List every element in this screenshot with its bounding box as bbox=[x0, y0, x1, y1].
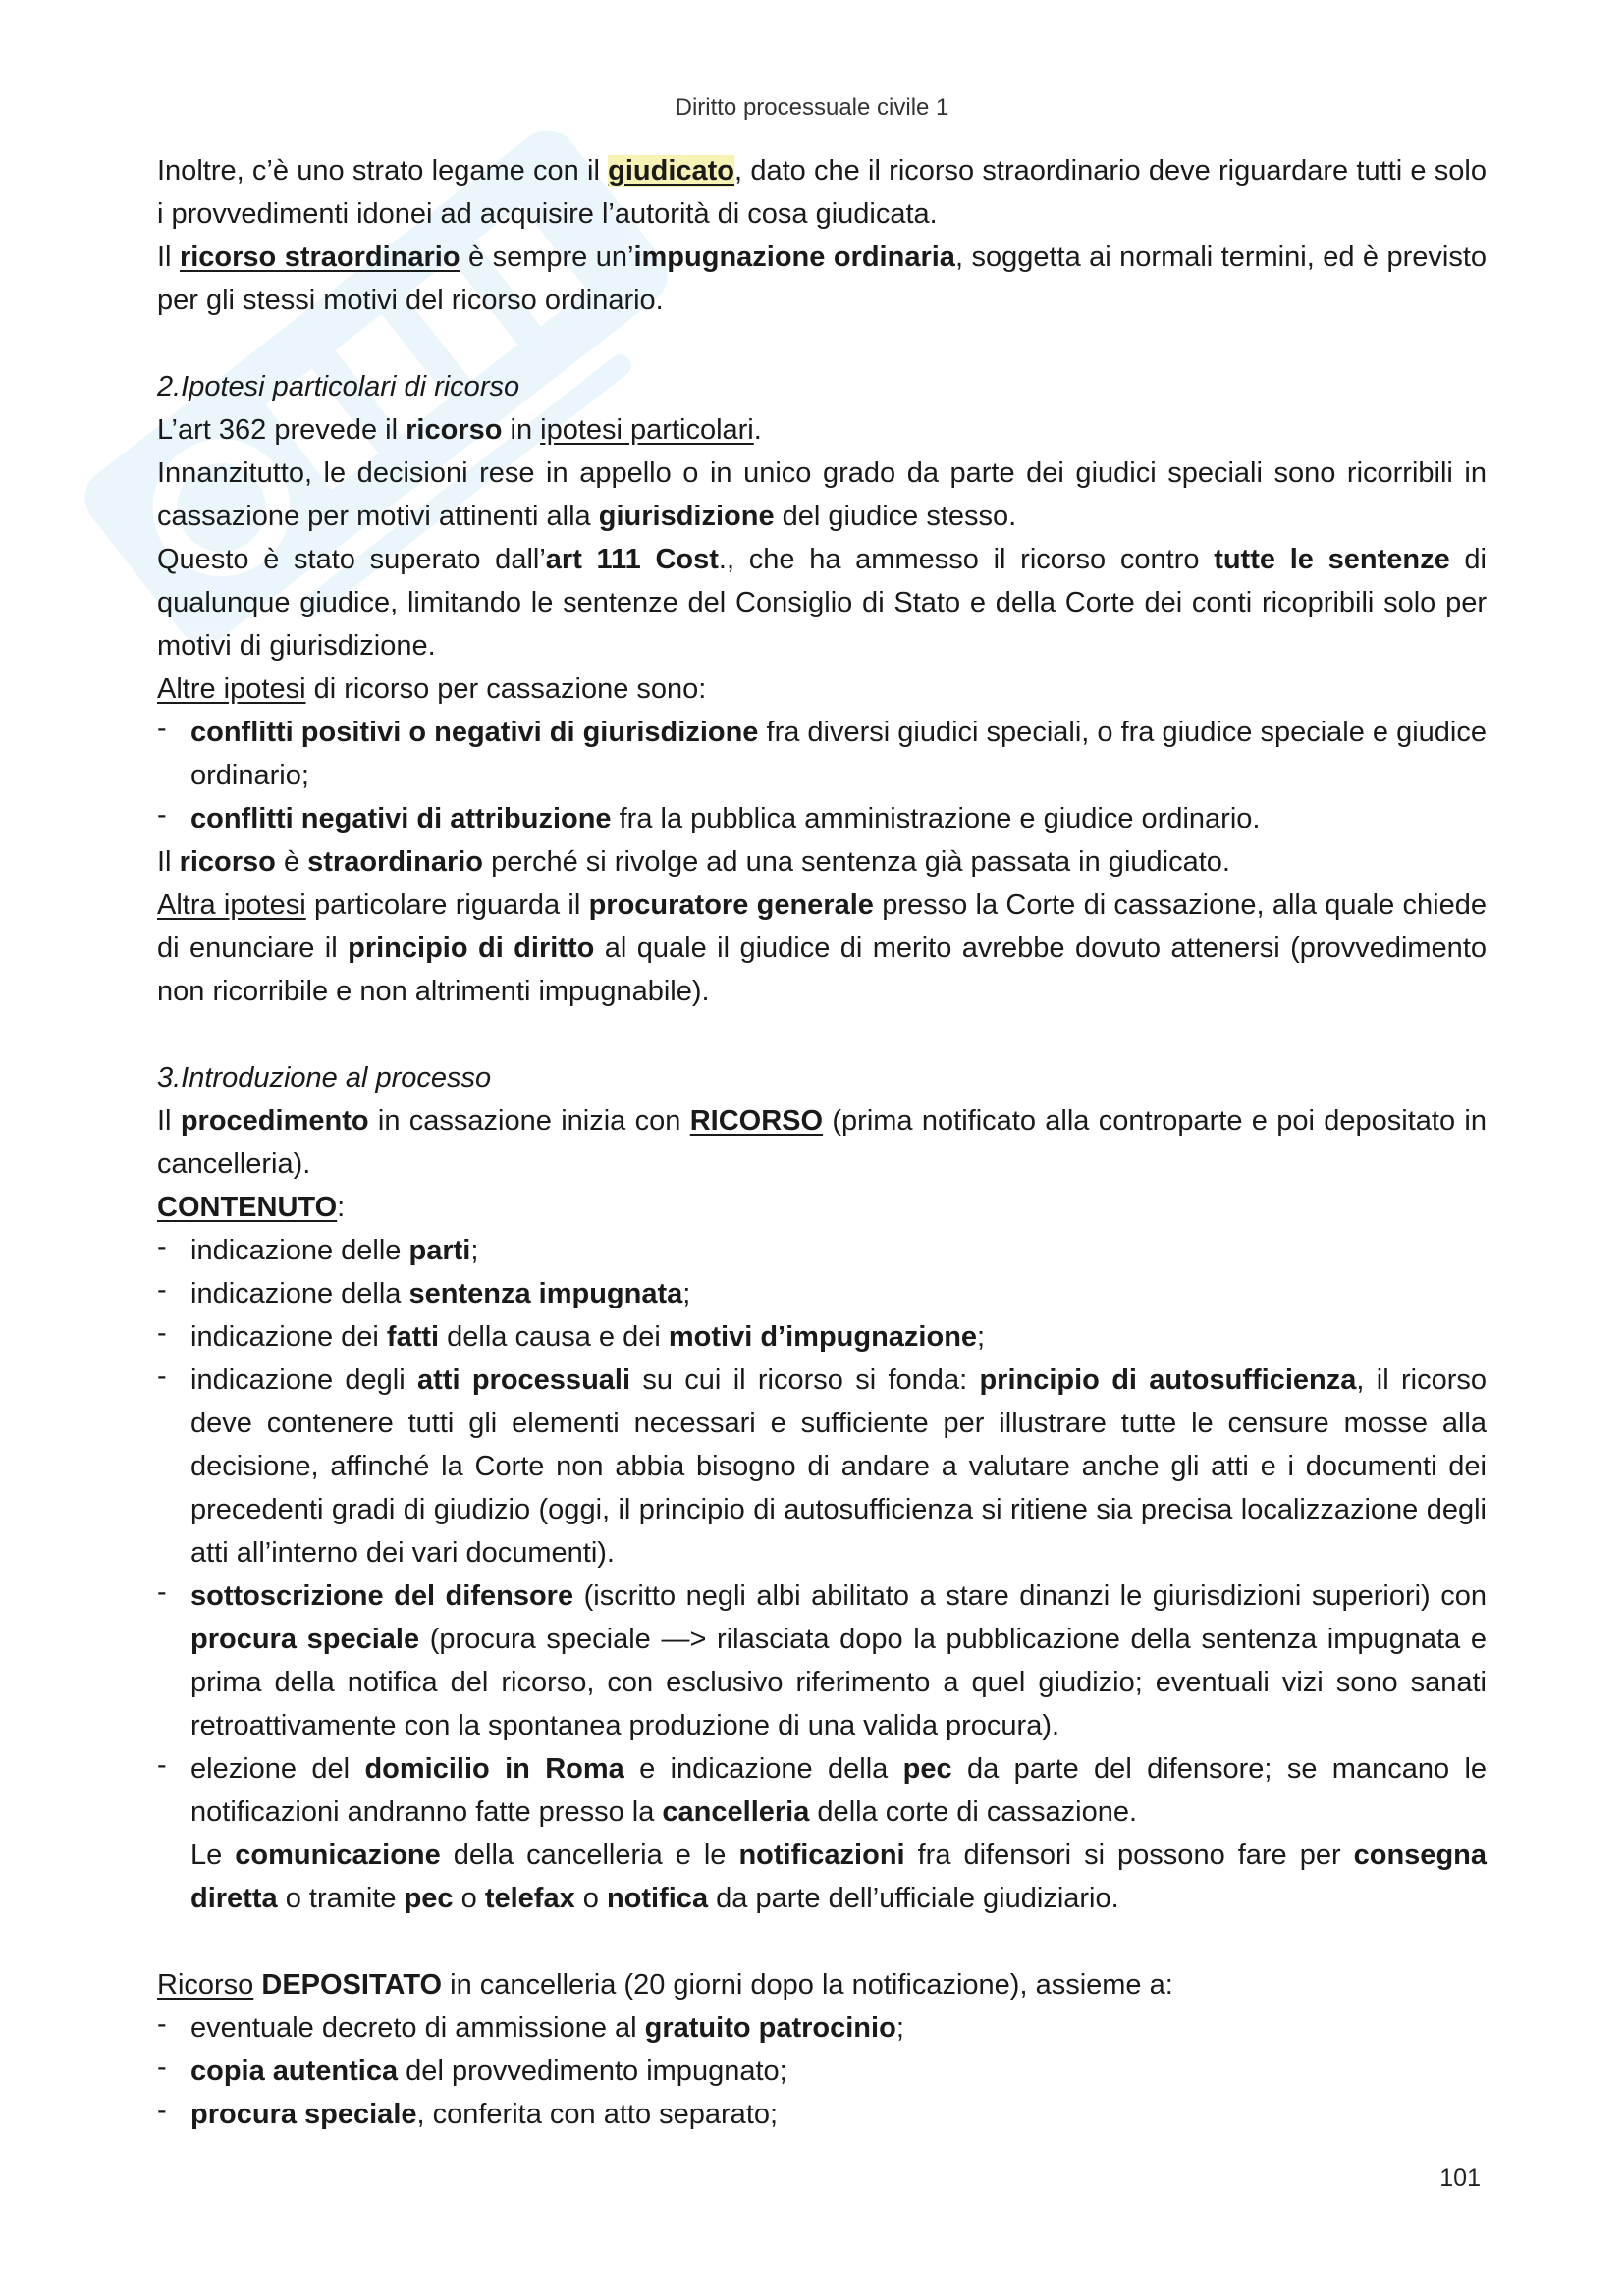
list-contenuto bbox=[157, 1229, 1487, 1834]
page-header: Diritto processuale civile 1 bbox=[675, 94, 949, 121]
paragraph-giudici-speciali: Innanzitutto, le decisioni rese in appello o in unico grado da parte dei giudici speciali sono ricorribili in cassazione per motivi attinenti alla giurisdizione del giudice stesso. bbox=[157, 457, 1487, 532]
list-item: - conflitti positivi o negativi di giurisdizione fra diversi giudici speciali, o fra giudice speciale e giudice ordinario; bbox=[157, 711, 1487, 797]
paragraph-giudicato: Inoltre, c’è uno strato legame con il giudicato, dato che il ricorso straordinario deve riguardare tutti e solo i provvedimenti idonei ad acquisire l’autorità di cosa giudicata. bbox=[157, 155, 1487, 230]
highlight-giudicato: giudicato bbox=[608, 155, 735, 187]
section-heading-3: 3.Introduzione al processo bbox=[157, 1062, 492, 1094]
section-heading-2: 2.Ipotesi particolari di ricorso bbox=[157, 371, 520, 402]
document-body bbox=[157, 149, 1487, 2136]
list-item: - sottoscrizione del difensore (iscritto negli albi abilitato a stare dinanzi le giurisdizioni superiori) con procura speciale (procura speciale —> rilasciata dopo la pubblicazione della sentenza impugnata e prima della notifica del ricorso, con esclusivo riferimento a quel giudizio; eventuali vizi sono sanati retroattivamente con la spontanea produzione di una valida procura). bbox=[157, 1575, 1487, 1747]
list-item: - indicazione della sentenza impugnata; bbox=[157, 1272, 1487, 1315]
list-conflitti bbox=[157, 711, 1487, 840]
paragraph-art-111: Questo è stato superato dall’art 111 Cost., che ha ammesso il ricorso contro tutte le sentenze di qualunque giudice, limitando le sentenze del Consiglio di Stato e della Corte dei conti ricopribili solo per motivi di giurisdizione. bbox=[157, 544, 1487, 662]
paragraph-procuratore-generale: Altra ipotesi particolare riguarda il procuratore generale presso la Corte di cassazione, alla quale chiede di enunciare il principio di diritto al quale il giudice di merito avrebbe dovuto attenersi (provvedimento non ricorribile e non altrimenti impugnabile). bbox=[157, 889, 1488, 1007]
page-number: 101 bbox=[1439, 2164, 1481, 2192]
paragraph-straordinario: Il ricorso è straordinario perché si rivolge ad una sentenza già passata in giudicato. bbox=[157, 846, 1230, 878]
list-item: - eventuale decreto di ammissione al gratuito patrocinio; bbox=[157, 2006, 1487, 2050]
paragraph-art-362: L’art 362 prevede il ricorso in ipotesi particolari. bbox=[157, 414, 762, 446]
list-item: - indicazione degli atti processuali su cui il ricorso si fonda: principio di autosufficienza, il ricorso deve contenere tutti gli elementi necessari e sufficiente per illustrare tutte le censure mosse alla decisione, affinché la Corte non abbia bisogno di andare a valutare anche gli atti e i documenti dei precedenti gradi di giudizio (oggi, il principio di autosufficienza si ritiene sia precisa localizzazione degli atti all’interno dei vari documenti). bbox=[157, 1359, 1487, 1575]
list-item: - elezione del domicilio in Roma e indicazione della pec da parte del difensore; se mancano le notificazioni andranno fatte presso la cancelleria della corte di cassazione. bbox=[157, 1747, 1487, 1834]
list-item: - indicazione delle parti; bbox=[157, 1229, 1487, 1272]
list-item: - procura speciale, conferita con atto separato; bbox=[157, 2093, 1487, 2136]
paragraph-ricorso-depositato: Ricorso DEPOSITATO in cancelleria (20 giorni dopo la notificazione), assieme a: bbox=[157, 1969, 1173, 2001]
list-item: - indicazione dei fatti della causa e dei motivi d’impugnazione; bbox=[157, 1315, 1487, 1359]
paragraph-procedimento: Il procedimento in cassazione inizia con RICORSO (prima notificato alla controparte e poi depositato in cancelleria). bbox=[157, 1105, 1487, 1180]
paragraph-ricorso-straordinario: Il ricorso straordinario è sempre un’impugnazione ordinaria, soggetta ai normali termini, ed è previsto per gli stessi motivi del ricorso ordinario. bbox=[157, 241, 1488, 316]
list-deposito bbox=[157, 2006, 1487, 2136]
paragraph-altre-ipotesi: Altre ipotesi di ricorso per cassazione sono: bbox=[157, 673, 707, 705]
list-item: - conflitti negativi di attribuzione fra la pubblica amministrazione e giudice ordinario. bbox=[157, 797, 1487, 840]
paragraph-comunicazioni: Le comunicazione della cancelleria e le notificazioni fra difensori si possono fare per consegna diretta o tramite pec o telefax o notifica da parte dell’ufficiale giudiziario. bbox=[190, 1840, 1487, 1914]
list-item: - copia autentica del provvedimento impugnato; bbox=[157, 2050, 1487, 2093]
label-contenuto: CONTENUTO: bbox=[157, 1192, 346, 1223]
